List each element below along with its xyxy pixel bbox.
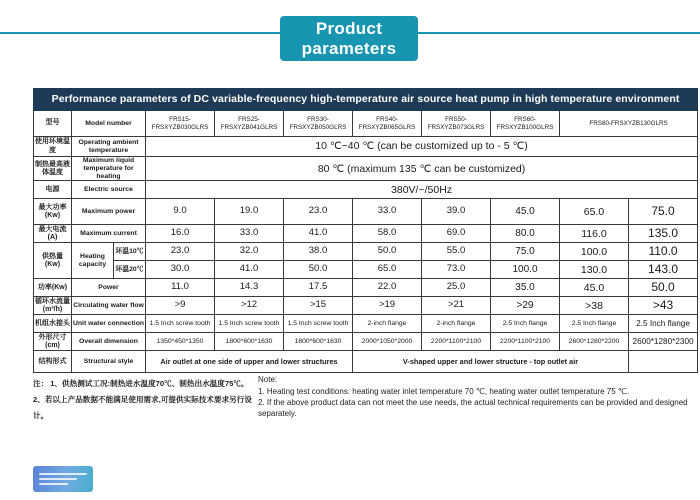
notes-english-line1: 1. Heating test conditions: heating water inlet temperature 70 ℃, heating water outlet temperature 75 ℃. <box>258 387 630 396</box>
electric-source-zh-cell: 电源 <box>34 181 72 199</box>
maximum-power-en-cell: Maximum power <box>72 199 146 225</box>
max-liquid-temperature-en-cell: Maximum liquid temperature for heating <box>72 157 146 181</box>
power-value-cell: 11.0 <box>146 279 215 297</box>
maximum-power-value-cell: 19.0 <box>215 199 284 225</box>
parameters-table-body <box>34 111 698 373</box>
operating-ambient-temperature-zh-cell: 使用环境温度 <box>34 137 72 157</box>
maximum-current-en-cell: Maximum current <box>72 225 146 243</box>
table-row-heating-capacity-ambient-10 <box>34 243 698 261</box>
heating-capacity-ambient-10-en-cell: Heating capacity <box>72 243 114 279</box>
heating-capacity-ambient-20-value-cell: 65.0 <box>353 261 422 279</box>
maximum-power-value-cell: 33.0 <box>353 199 422 225</box>
notes-chinese <box>33 376 258 424</box>
unit-water-connection-small-cell: 1.5 Inch screw tooth <box>146 315 215 333</box>
table-title: Performance parameters of DC variable-frequency high-temperature air source heat pump in high temperature environment <box>34 89 698 111</box>
operating-ambient-temperature-en-cell: Operating ambient temperature <box>72 137 146 157</box>
heating-capacity-ambient-20-value-cell: 50.0 <box>284 261 353 279</box>
maximum-current-value-cell: 69.0 <box>422 225 491 243</box>
power-value-cell: 45.0 <box>560 279 629 297</box>
page-title-line1: Product <box>315 18 383 38</box>
circulating-water-flow-value-cell: >21 <box>422 297 491 315</box>
heating-capacity-ambient-20-value-cell: 73.0 <box>422 261 491 279</box>
maximum-power-zh-cell: 最大功率(Kw) <box>34 199 72 225</box>
table-row-unit-water-connection <box>34 315 698 333</box>
structural-style-struct-cell: V-shaped upper and lower structure - top outlet air <box>353 351 629 373</box>
table-row-electric-source <box>34 181 698 199</box>
model-number-model-cell: FRS40-FRSXYZB065GLRS <box>353 111 422 137</box>
model-number-zh-cell: 型号 <box>34 111 72 137</box>
table-row-maximum-current <box>34 225 698 243</box>
structural-style-zh-cell: 结构形式 <box>34 351 72 373</box>
heating-capacity-ambient-10-value-cell: 50.0 <box>353 243 422 261</box>
heating-capacity-ambient-10-value-cell: 32.0 <box>215 243 284 261</box>
notes-chinese-line2: 2、若以上产品数据不能满足使用需求,可提供实际技术要求另行设计。 <box>33 395 252 420</box>
max-liquid-temperature-wide-cell: 80 ℃ (maximum 135 ℃ can be customized) <box>146 157 698 181</box>
heating-capacity-ambient-20-value-cell: 30.0 <box>146 261 215 279</box>
maximum-current-value-cell: 58.0 <box>353 225 422 243</box>
structural-style-struct-cell: Air outlet at one side of upper and lower structures <box>146 351 353 373</box>
unit-water-connection-small-cell: 2-inch flange <box>422 315 491 333</box>
overall-dimension-small-cell: 2600*1280*2300 <box>629 333 698 351</box>
overall-dimension-zh-cell: 外形尺寸(cm) <box>34 333 72 351</box>
heating-capacity-ambient-10-zh-cell: 供热量(Kw) <box>34 243 72 279</box>
notes-chinese-line1: 1、供热测试工况:制热进水温度70℃、制热出水温度75℃。 <box>50 379 249 388</box>
table-row-max-liquid-temperature <box>34 157 698 181</box>
model-number-model-cell: FRS60-FRSXYZB100GLRS <box>491 111 560 137</box>
power-value-cell: 35.0 <box>491 279 560 297</box>
model-number-model-cell: FRS15-FRSXYZB030GLRS <box>146 111 215 137</box>
heating-capacity-ambient-20-sub-cell: 环温20℃ <box>114 261 146 279</box>
model-number-en-cell: Model number <box>72 111 146 137</box>
table-row-heating-capacity-ambient-20 <box>34 261 698 279</box>
page-title-line2: parameters <box>301 38 397 58</box>
heating-capacity-ambient-10-value-cell: 100.0 <box>560 243 629 261</box>
circulating-water-flow-value-cell: >38 <box>560 297 629 315</box>
unit-water-connection-small-cell: 2-inch flange <box>353 315 422 333</box>
maximum-power-value-cell: 23.0 <box>284 199 353 225</box>
maximum-power-value-cell: 45.0 <box>491 199 560 225</box>
circulating-water-flow-zh-cell: 循环水流量(m³/h) <box>35 297 70 313</box>
overall-dimension-small-cell: 2200*1100*2100 <box>491 333 560 351</box>
power-value-cell: 17.5 <box>284 279 353 297</box>
power-en-cell: Power <box>72 279 146 297</box>
unit-water-connection-en-cell: Unit water connection <box>72 315 146 333</box>
model-number-model-cell: FRS25-FRSXYZB041GLRS <box>215 111 284 137</box>
structural-style-struct-cell <box>629 351 698 373</box>
overall-dimension-small-cell: 1350*450*1350 <box>146 333 215 351</box>
unit-water-connection-small-cell: 1.5 Inch screw tooth <box>284 315 353 333</box>
unit-water-connection-small-cell: 1.5 Inch screw tooth <box>215 315 284 333</box>
circulating-water-flow-value-cell: >43 <box>629 297 698 315</box>
heating-capacity-ambient-10-value-cell: 23.0 <box>146 243 215 261</box>
table-row-model-number <box>34 111 698 137</box>
maximum-current-value-cell: 33.0 <box>215 225 284 243</box>
max-liquid-temperature-zh-cell: 制热最高液体温度 <box>34 157 72 181</box>
overall-dimension-small-cell: 2000*1050*2000 <box>353 333 422 351</box>
overall-dimension-small-cell: 2200*1100*2100 <box>422 333 491 351</box>
overall-dimension-en-cell: Overall dimension <box>72 333 146 351</box>
electric-source-en-cell: Electric source <box>72 181 146 199</box>
structural-style-en-cell: Structural style <box>72 351 146 373</box>
heating-capacity-ambient-20-value-cell: 143.0 <box>629 261 698 279</box>
heating-capacity-ambient-20-value-cell: 100.0 <box>491 261 560 279</box>
operating-ambient-temperature-wide-cell: 10 ℃~40 ℃ (can be customized up to - 5 ℃) <box>146 137 698 157</box>
maximum-current-value-cell: 80.0 <box>491 225 560 243</box>
circulating-water-flow-value-cell: >19 <box>353 297 422 315</box>
heating-capacity-ambient-20-value-cell: 41.0 <box>215 261 284 279</box>
page-title <box>280 16 418 61</box>
maximum-power-value-cell: 9.0 <box>146 199 215 225</box>
overall-dimension-small-cell: 1800*600*1630 <box>284 333 353 351</box>
table-row-circulating-water-flow <box>34 297 698 315</box>
table-row-structural-style <box>34 351 698 373</box>
electric-source-wide-cell: 380V/~/50Hz <box>146 181 698 199</box>
table-row-maximum-power <box>34 199 698 225</box>
model-number-model-cell: FRS30-FRSXYZB050GLRS <box>284 111 353 137</box>
heating-capacity-ambient-10-sub-cell: 环温10℃ <box>114 243 146 261</box>
power-value-cell: 14.3 <box>215 279 284 297</box>
maximum-power-value-cell: 65.0 <box>560 199 629 225</box>
table-row-overall-dimension <box>34 333 698 351</box>
maximum-power-value-cell: 75.0 <box>629 199 698 225</box>
table-row-title <box>34 89 698 111</box>
parameters-table <box>33 88 697 373</box>
table-row-operating-ambient-temperature <box>34 137 698 157</box>
notes-english <box>258 374 688 419</box>
model-number-model-cell: FRS80-FRSXYZB130GLRS <box>560 111 698 137</box>
power-value-cell: 25.0 <box>422 279 491 297</box>
notes-chinese-prefix: 注： <box>33 379 49 388</box>
maximum-current-zh-cell: 最大电流(A) <box>34 225 72 243</box>
heating-capacity-ambient-10-value-cell: 38.0 <box>284 243 353 261</box>
maximum-power-value-cell: 39.0 <box>422 199 491 225</box>
maximum-current-value-cell: 41.0 <box>284 225 353 243</box>
unit-water-connection-zh-cell: 机组水接头 <box>34 315 72 333</box>
overall-dimension-small-cell: 1800*600*1630 <box>215 333 284 351</box>
maximum-current-value-cell: 116.0 <box>560 225 629 243</box>
parameters-table-grid <box>33 88 698 373</box>
circulating-water-flow-en-cell: Circulating water flow <box>72 297 146 315</box>
circulating-water-flow-value-cell: >15 <box>284 297 353 315</box>
circulating-water-flow-value-cell: >29 <box>491 297 560 315</box>
maximum-current-value-cell: 16.0 <box>146 225 215 243</box>
notes-english-prefix: Note: <box>258 375 278 384</box>
brochure-thumbnail-icon <box>33 466 93 492</box>
circulating-water-flow-value-cell: >12 <box>215 297 284 315</box>
heating-capacity-ambient-20-value-cell: 130.0 <box>560 261 629 279</box>
overall-dimension-small-cell: 2600*1280*2200 <box>560 333 629 351</box>
power-value-cell: 22.0 <box>353 279 422 297</box>
table-row-power <box>34 279 698 297</box>
heating-capacity-ambient-10-value-cell: 110.0 <box>629 243 698 261</box>
heating-capacity-ambient-10-value-cell: 55.0 <box>422 243 491 261</box>
unit-water-connection-small-cell: 2.5 Inch flange <box>629 315 698 333</box>
unit-water-connection-small-cell: 2.5 Inch flange <box>491 315 560 333</box>
unit-water-connection-small-cell: 2.5 Inch flange <box>560 315 629 333</box>
power-value-cell: 50.0 <box>629 279 698 297</box>
maximum-current-value-cell: 135.0 <box>629 225 698 243</box>
heating-capacity-ambient-10-value-cell: 75.0 <box>491 243 560 261</box>
power-zh-cell: 功率(Kw) <box>34 279 72 297</box>
circulating-water-flow-value-cell: >9 <box>146 297 215 315</box>
notes-english-line2: 2. If the above product data can not meet the use needs, the actual technical requirements can be provided and designed separately. <box>258 398 688 418</box>
model-number-model-cell: FRS50-FRSXYZB073GLRS <box>422 111 491 137</box>
